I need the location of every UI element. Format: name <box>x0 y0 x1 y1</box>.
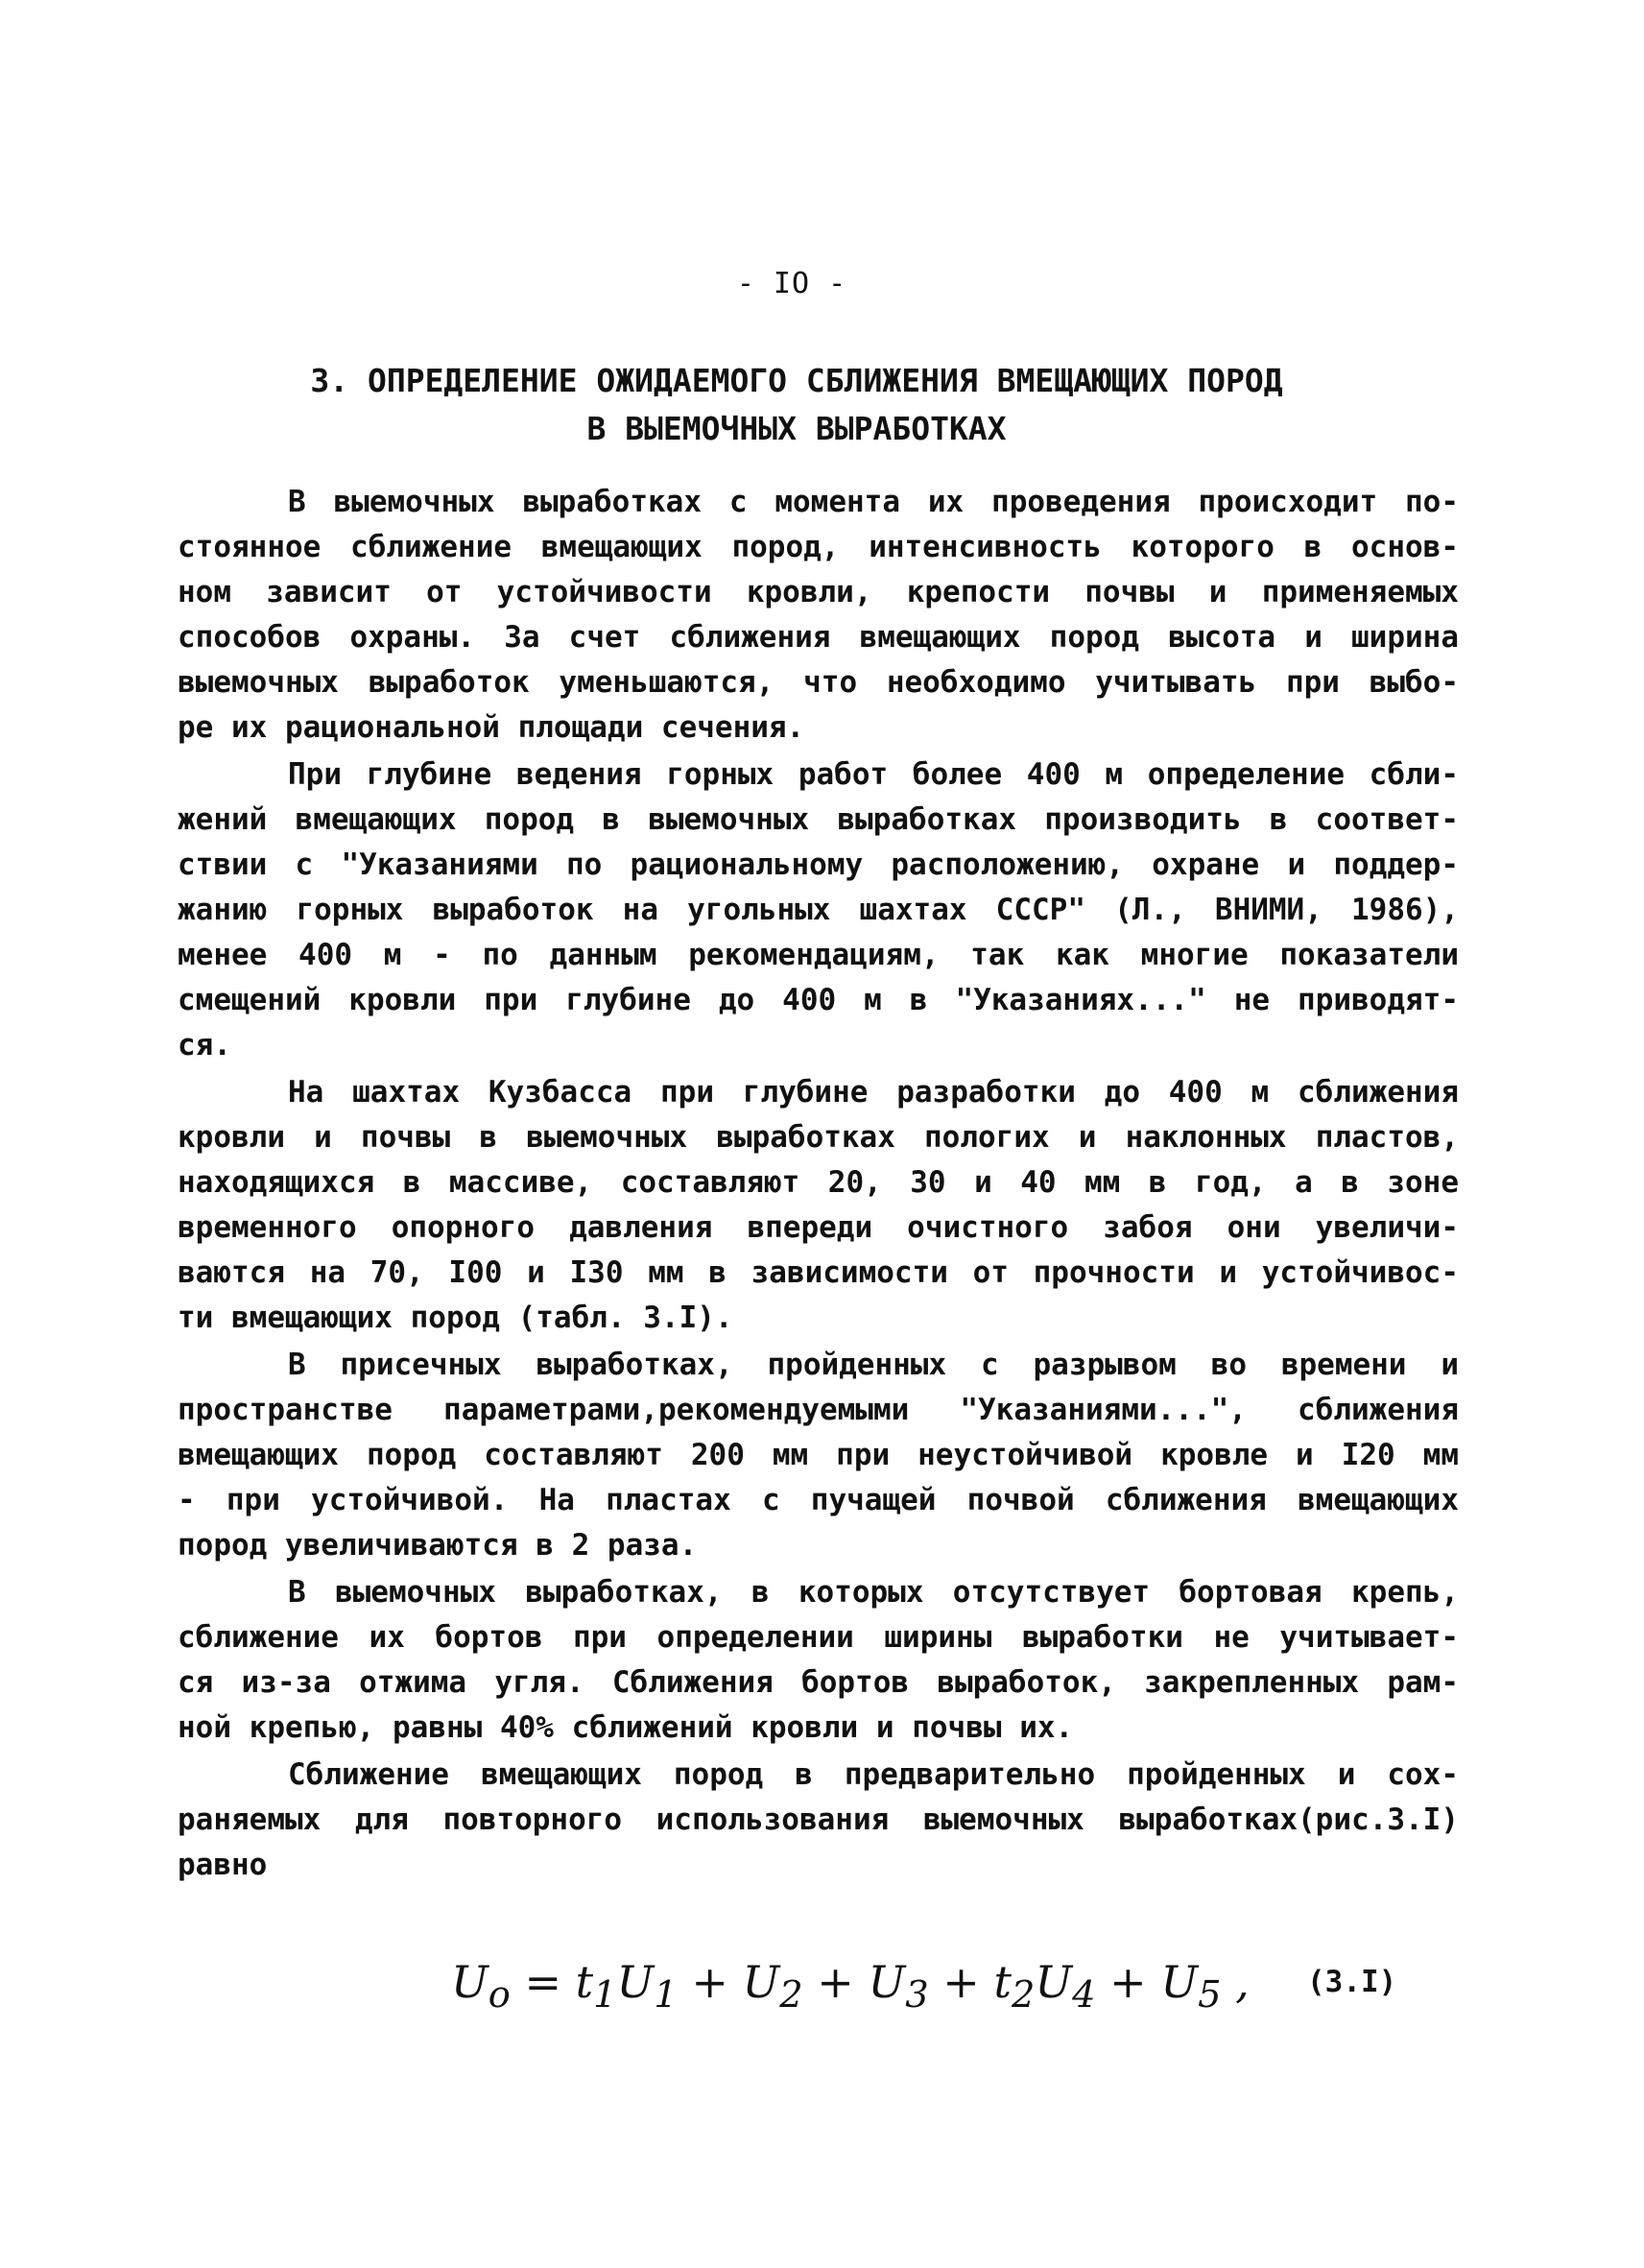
text-line: выемочных выработок уменьшаются, что необходимо учитывать при выбо- <box>178 665 1459 700</box>
text-line: сближение их бортов при определении ширины выработки не учитывает- <box>178 1620 1459 1655</box>
text-line: жанию горных выработок на угольных шахтах СССР" (Л., ВНИМИ, 1986), <box>178 893 1459 927</box>
text-line: менее 400 м - по данным рекомендациям, так как многие показатели <box>178 938 1459 972</box>
formula-subscript: 2 <box>779 1973 803 2017</box>
text-line: временного опорного давления впереди очистного забоя они увеличи- <box>178 1210 1459 1245</box>
formula-subscript: 2 <box>1011 1973 1036 2017</box>
paragraph <box>178 1070 1459 1341</box>
text-line: вмещающих пород составляют 200 мм при неустойчивой кровле и I20 мм <box>178 1438 1459 1472</box>
formula-subscript: 4 <box>1072 1973 1096 2017</box>
text-line: ной крепью, равны 40% сближений кровли и почвы их. <box>178 1710 1074 1745</box>
text-line: В выемочных выработках, в которых отсутствует бортовая крепь, <box>288 1575 1459 1610</box>
formula-subscript: 1 <box>654 1973 678 2017</box>
text-line: пространстве параметрами,рекомендуемыми "Указаниями...", сближения <box>178 1393 1459 1427</box>
text-line: находящихся в массиве, составляют 20, 30 и 40 мм в год, а в зоне <box>178 1165 1459 1200</box>
text-line: способов охраны. За счет сближения вмещающих пород высота и ширина <box>178 620 1459 655</box>
body-text <box>178 480 1459 1890</box>
text-line: Сближение вмещающих пород в предварительно пройденных и сох- <box>288 1757 1459 1792</box>
text-line: кровли и почвы в выемочных выработках пологих и наклонных пластов, <box>178 1120 1459 1155</box>
formula-subscript: 5 <box>1198 1973 1222 2017</box>
text-line: - при устойчивой. На пластах с пучащей почвой сближения вмещающих <box>178 1483 1459 1517</box>
text-line: ся. <box>178 1028 231 1062</box>
text-line: На шахтах Кузбасса при глубине разработки до 400 м сближения <box>288 1075 1459 1110</box>
formula-equals: = <box>510 1956 576 2008</box>
formula-term-t2: t <box>993 1956 1012 2008</box>
formula-subscript: 1 <box>593 1973 617 2017</box>
text-line: ном зависит от устойчивости кровли, крепости почвы и применяемых <box>178 575 1459 609</box>
text-line: ти вмещающих пород (табл. 3.I). <box>178 1301 733 1335</box>
paragraph <box>178 480 1459 751</box>
formula-3-1 <box>451 1953 1411 2017</box>
formula-term-u5: U <box>1160 1956 1199 2008</box>
section-title <box>211 357 1382 453</box>
text-line: ваются на 70, I00 и I30 мм в зависимости от прочности и устойчивос- <box>178 1255 1459 1290</box>
formula-plus: + <box>1095 1956 1161 2008</box>
text-line: раняемых для повторного использования выемочных выработках(рис.3.I) <box>178 1802 1459 1837</box>
page-number: - IO - <box>736 267 847 300</box>
text-line: пород увеличиваются в 2 раза. <box>178 1528 698 1563</box>
text-line: В выемочных выработках с момента их проведения происходит по- <box>288 485 1459 519</box>
section-title-line-2: В ВЫЕМОЧНЫХ ВЫРАБОТКАХ <box>586 410 1007 447</box>
text-line: равно <box>178 1848 268 1882</box>
text-line: жений вмещающих пород в выемочных выработках производить в соответ- <box>178 802 1459 837</box>
text-line: В присечных выработках, пройденных с разрывом во времени и <box>288 1348 1459 1382</box>
formula-subscript: 3 <box>905 1973 929 2017</box>
text-line: стоянное сближение вмещающих пород, интенсивность которого в основ- <box>178 530 1459 564</box>
paragraph <box>178 1343 1459 1568</box>
formula-trailing-comma: , <box>1221 1956 1250 2008</box>
text-line: ре их рациональной площади сечения. <box>178 710 805 745</box>
paragraph <box>178 1570 1459 1751</box>
formula-lhs: U <box>451 1956 488 2008</box>
text-line: ствии с "Указаниями по рациональному расположению, охране и поддер- <box>178 848 1459 882</box>
paragraph <box>178 1753 1459 1888</box>
formula-term-u4: U <box>1035 1956 1073 2008</box>
formula-term-u3: U <box>868 1956 906 2008</box>
formula-term-u2: U <box>742 1956 780 2008</box>
text-line: ся из-за отжима угля. Сближения бортов выработок, закрепленных рам- <box>178 1665 1459 1700</box>
formula-plus: + <box>928 1956 994 2008</box>
section-title-line-1: 3. ОПРЕДЕЛЕНИЕ ОЖИДАЕМОГО СБЛИЖЕНИЯ ВМЕЩАЮЩИХ ПОРОД <box>310 362 1283 399</box>
formula-lhs-subscript: o <box>488 1973 511 2017</box>
formula-term-t1: t <box>575 1956 594 2008</box>
text-line: При глубине ведения горных работ более 400 м определение сбли- <box>288 757 1459 792</box>
formula-plus: + <box>802 1956 869 2008</box>
paragraph <box>178 752 1459 1068</box>
formula-number: (3.I) <box>1307 1965 1397 1999</box>
formula-term-u1: U <box>616 1956 655 2008</box>
text-line: смещений кровли при глубине до 400 м в "Указаниях..." не приводят- <box>178 983 1459 1017</box>
formula-plus: + <box>677 1956 743 2008</box>
